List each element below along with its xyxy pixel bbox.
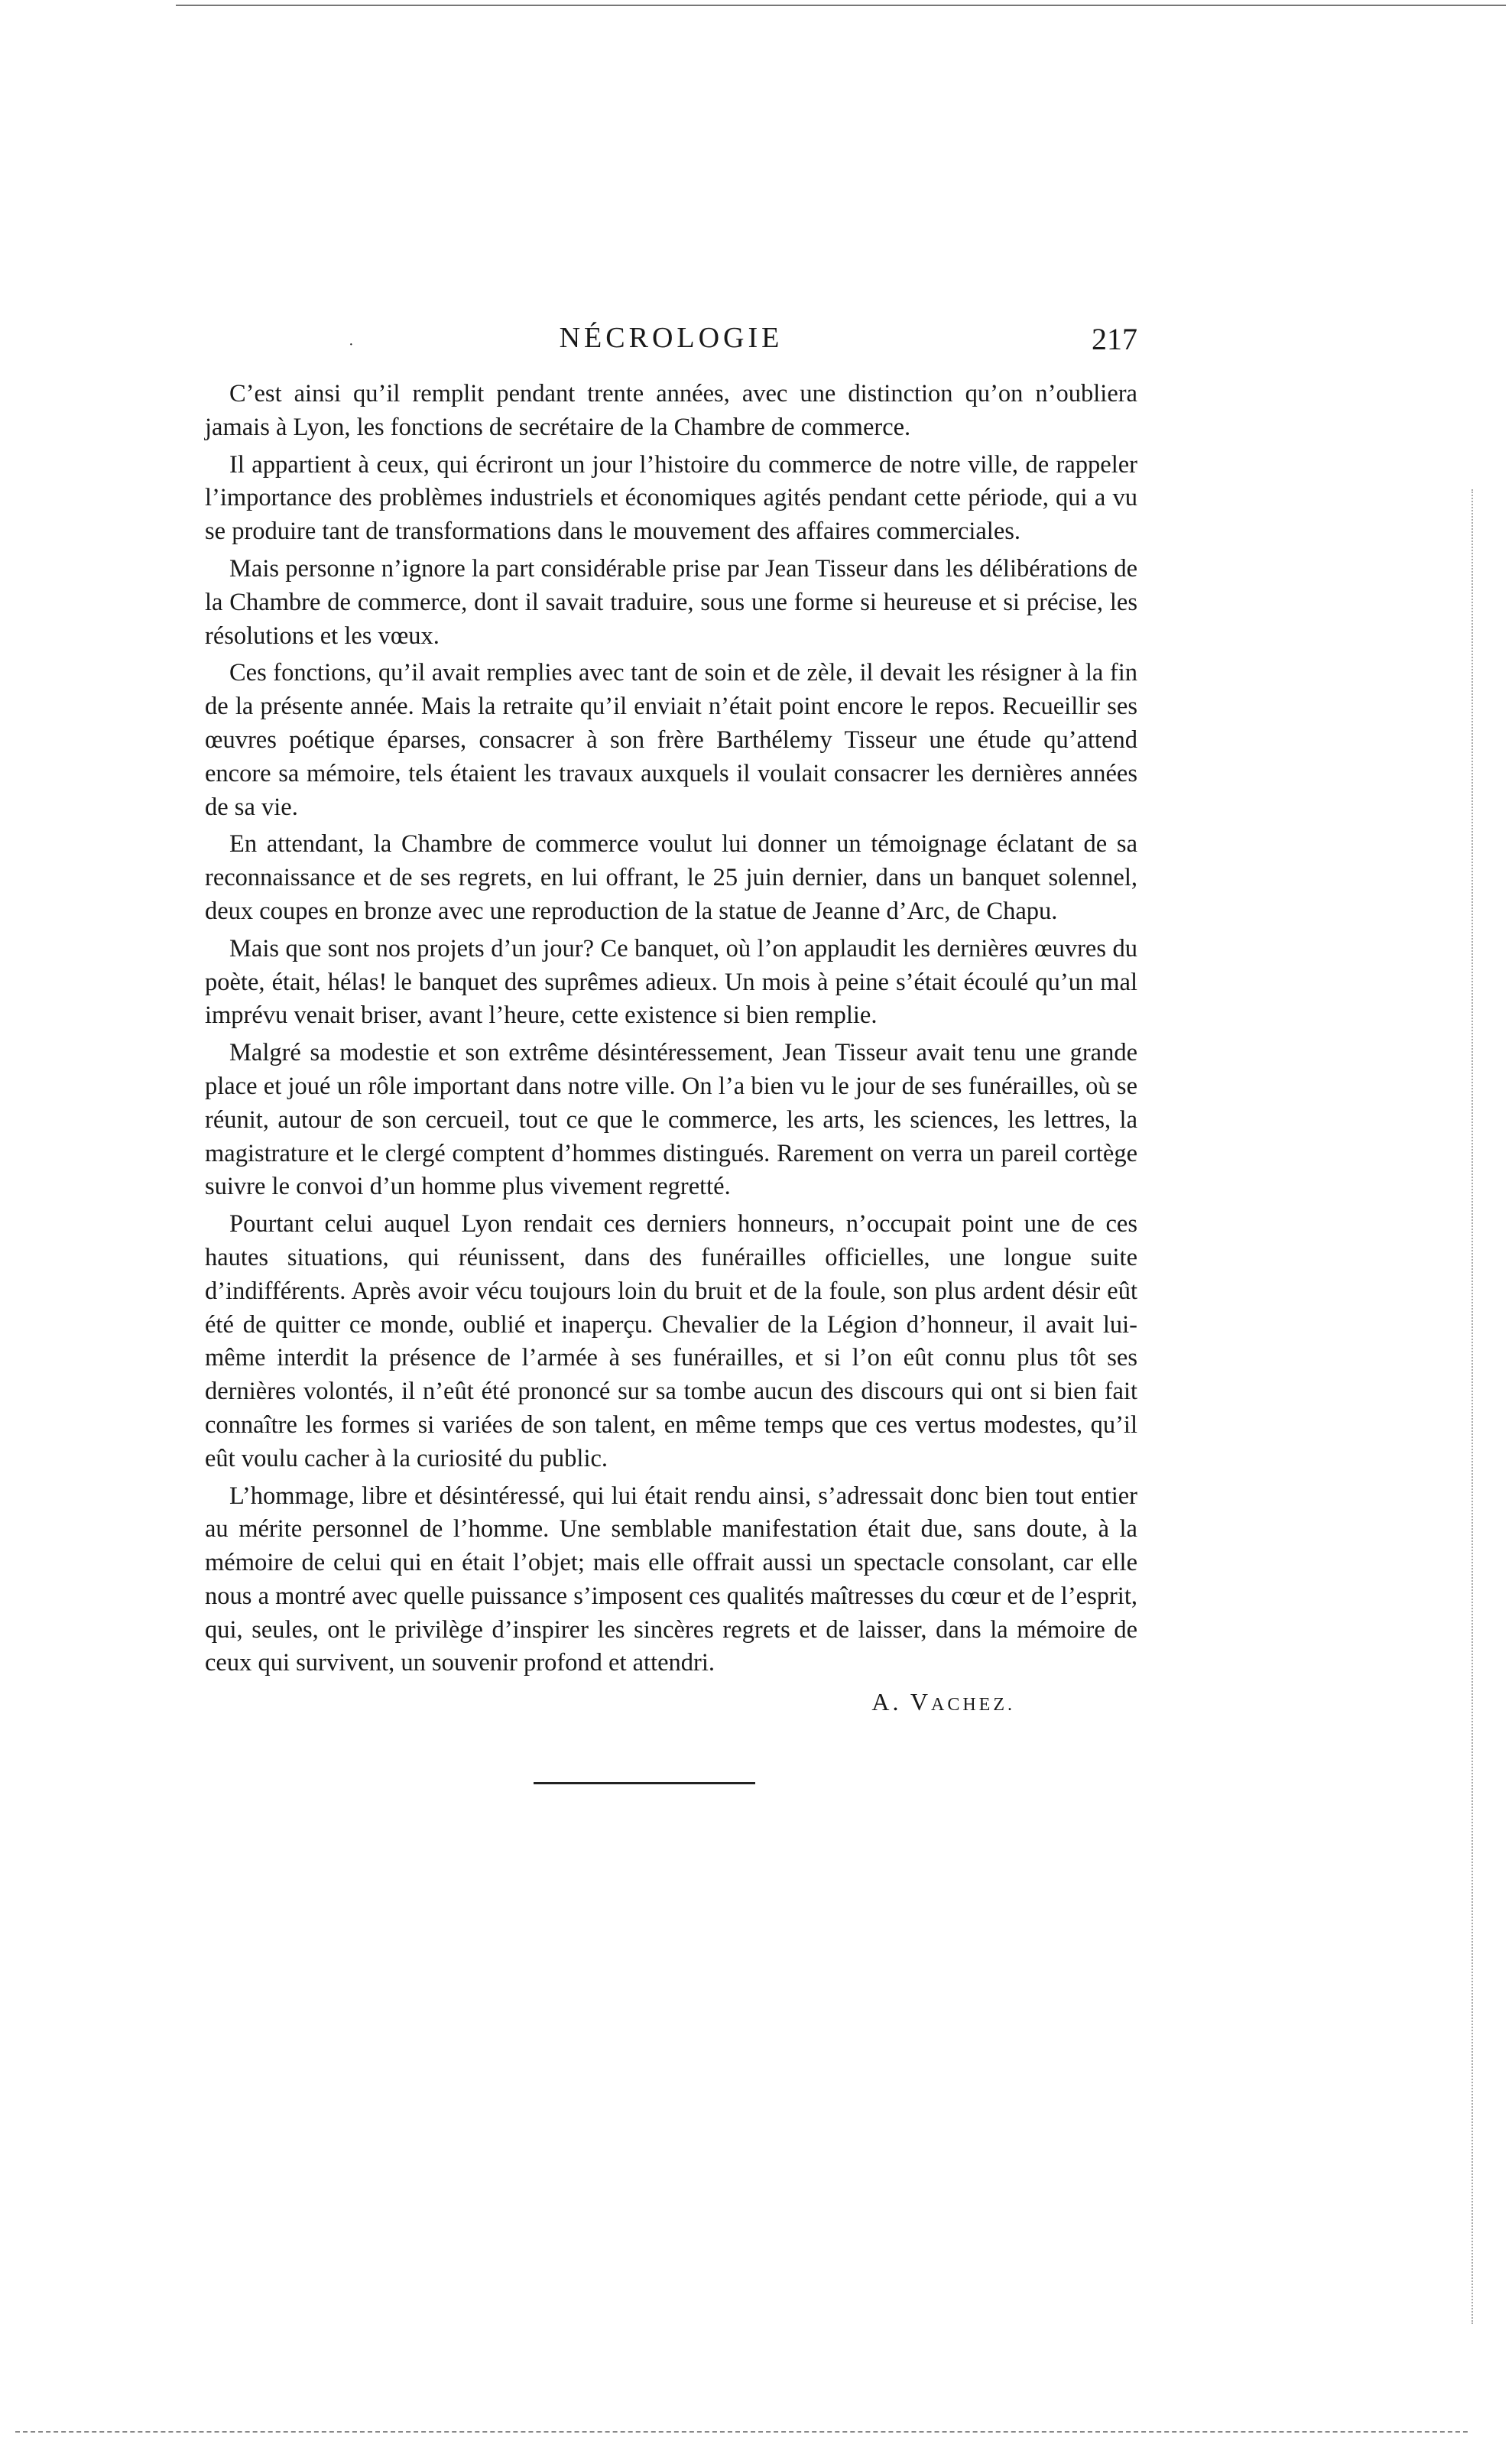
- paragraph-9: L’hommage, libre et désintéressé, qui lui était rendu ainsi, s’adressait donc bien tout entier au mérite personnel de l’homme. Une semblable manifestation était due, sans doute, à la mémoire de celui qui en était l’objet; mais elle offrait aussi un spectacle consolant, car elle nous a montré avec quelle puissance s’imposent ces qualités maîtresses du cœur et de l’esprit, qui, seules, ont le privilège d’inspirer les sincères regrets et de laisser, dans la mémoire de ceux qui survivent, un souvenir profond et attendri.: [205, 1482, 1137, 1677]
- paragraph-2: Il appartient à ceux, qui écriront un jour l’histoire du commerce de notre ville, de rappeler l’importance des problèmes industriels et économiques agités pendant cette période, qui a vu se produire tant de transformations dans le mouvement des affaires commerciales.: [205, 450, 1137, 546]
- paragraph-7: Malgré sa modestie et son extrême désintéressement, Jean Tisseur avait tenu une grande place et joué un rôle important dans notre ville. On l’a bien vu le jour de ses funérailles, où se réunit, autour de son cercueil, tout ce que le commerce, les arts, les sciences, les lettres, la magistrature et le clergé comptent d’hommes distingués. Rarement on verra un pareil cortège suivre le convoi d’un homme plus vivement regretté.: [205, 1039, 1137, 1201]
- author-signature: [205, 1688, 1137, 1716]
- page-title: NÉCROLOGIE: [559, 322, 784, 354]
- paragraph-6: Mais que sont nos projets d’un jour? Ce banquet, où l’on applaudit les dernières œuvres du poète, était, hélas! le banquet des suprêmes adieux. Un mois à peine s’était écoulé qu’un mal imprévu venait briser, avant l’heure, cette existence si bien remplie.: [205, 934, 1137, 1030]
- body-text: [205, 378, 1137, 1680]
- scan-edge-top: [176, 5, 1506, 6]
- signature-initial: A. V: [871, 1688, 931, 1716]
- paragraph-8: Pourtant celui auquel Lyon rendait ces derniers honneurs, n’occupait point une de ces hautes situations, qui réunissent, dans des funérailles officielles, une longue suite d’indifférents. Après avoir vécu toujours loin du bruit et de la foule, son plus ardent désir eût été de quitter ce monde, oublié et inaperçu. Chevalier de la Légion d’honneur, il avait lui-même interdit la présence de l’armée à ses funérailles, et si l’on eût connu plus tôt ses dernières volontés, il n’eût été prononcé sur sa tombe aucun des discours qui ont si bien fait connaître les formes si variées de son talent, en même temps que ces vertus modestes, qu’il eût voulu cacher à la curiosité du public.: [205, 1210, 1137, 1472]
- paragraph-5: En attendant, la Chambre de commerce voulut lui donner un témoignage éclatant de sa reconnaissance et de ses regrets, en lui offrant, le 25 juin dernier, dans un banquet solennel, deux coupes en bronze avec une reproduction de la statue de Jeanne d’Arc, de Chapu.: [205, 830, 1137, 925]
- scan-edge-bottom: [15, 2431, 1468, 2433]
- document-page: [205, 321, 1137, 1784]
- end-rule: [534, 1782, 755, 1784]
- scan-margin-marks: [1471, 489, 1478, 2324]
- header-dot: ·: [349, 336, 354, 353]
- running-header: [205, 321, 1137, 367]
- page-number: 217: [1092, 322, 1137, 356]
- paragraph-4: Ces fonctions, qu’il avait remplies avec tant de soin et de zèle, il devait les résigner à la fin de la présente année. Mais la retraite qu’il enviait n’était point encore le repos. Recueillir ses œuvres poétique éparses, consacrer à son frère Barthélemy Tisseur une étude qu’attend encore sa mémoire, tels étaient les travaux auxquels il voulait consacrer les dernières années de sa vie.: [205, 659, 1137, 821]
- paragraph-3: Mais personne n’ignore la part considérable prise par Jean Tisseur dans les délibérations de la Chambre de commerce, dont il savait traduire, sous une forme si heureuse et si précise, les résolutions et les vœux.: [205, 554, 1137, 650]
- paragraph-1: C’est ainsi qu’il remplit pendant trente années, avec une distinction qu’on n’oubliera jamais à Lyon, les fonctions de secrétaire de la Chambre de commerce.: [205, 380, 1137, 441]
- signature-rest: ACHEZ.: [931, 1695, 1015, 1716]
